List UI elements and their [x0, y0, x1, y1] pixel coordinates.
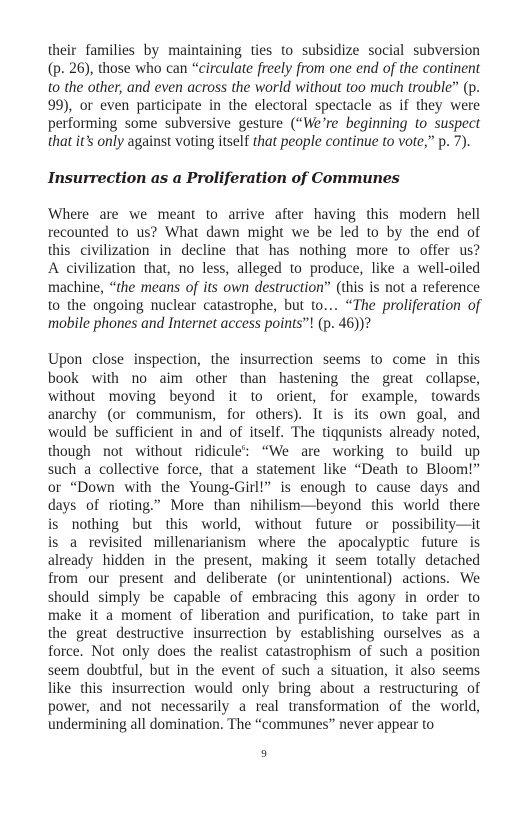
text-run: A civilization that, no less, alleged to produce, like a well-oiled [48, 260, 480, 278]
text-run: machine, “ [48, 278, 117, 296]
text-run: against voting itself [123, 133, 253, 151]
text-run: anarchy (or communism, for others). It is its own goal, and [48, 406, 480, 423]
text-line [48, 662, 480, 680]
text-line [48, 206, 480, 224]
text-line [48, 534, 480, 552]
text-line [48, 351, 480, 369]
text-line [48, 406, 480, 424]
text-line [48, 607, 480, 625]
text-line [48, 424, 480, 442]
text-run: ” (this is not a reference [323, 278, 480, 296]
text-run: : “We are working to build up [245, 442, 481, 460]
text-run: such a collective force, that a statement like “Death to Bloom!” [48, 460, 480, 478]
text-run: Upon close inspection, the insurrection seems to come in this [48, 351, 480, 369]
italic-quote: the means of its own destruction [116, 278, 324, 296]
text-run: is nothing but this world, without future or possibility—it [48, 515, 480, 533]
text-run: ”! (p. 46))? [302, 315, 372, 332]
text-run: performing some subversive gesture (“ [48, 115, 303, 132]
text-run: is a revisited millenarianism where the apocalyptic future is [48, 533, 480, 551]
text-line [48, 388, 480, 406]
text-run: without moving beyond it to orient, for example, towards [48, 387, 480, 405]
page-number: 9 [261, 748, 267, 760]
italic-quote: that people continue to vote [252, 133, 424, 151]
text-run: make it a moment of liberation and purification, to take part in [48, 606, 480, 624]
text-run: days of rioting.” More than nihilism—beyond this world there [48, 497, 480, 515]
text-line [48, 552, 480, 570]
paragraph-1 [48, 42, 480, 152]
text-line [48, 680, 480, 698]
italic-quote: We’re beginning to suspect [302, 115, 480, 132]
text-line [48, 315, 480, 333]
text-line [48, 698, 480, 716]
text-line [48, 370, 480, 388]
text-line [48, 279, 480, 297]
text-line [48, 479, 480, 497]
text-line [48, 297, 480, 315]
text-run: recounted to us? What dawn might we be led to by the end of [48, 223, 480, 241]
page-body [48, 42, 480, 735]
text-run: to the ongoing nuclear catastrophe, but to… “ [48, 296, 353, 314]
italic-quote: to the other, and even across the world without too much trouble [48, 78, 452, 96]
text-run: force. Not only does the realist catastrophism of such a position [48, 643, 480, 661]
text-line [48, 79, 480, 97]
text-run: ,” p. 7). [423, 133, 471, 151]
text-line [48, 260, 480, 278]
paragraph-3 [48, 351, 480, 734]
text-line [48, 516, 480, 534]
text-line [48, 625, 480, 643]
text-line [48, 589, 480, 607]
text-line [48, 60, 480, 78]
text-line [48, 570, 480, 588]
text-run: like this insurrection would only bring about a restructuring of [48, 679, 480, 697]
text-run: should simply be capable of embracing this agony in order to [48, 588, 480, 606]
text-line [48, 716, 480, 734]
text-run: the great destructive insurrection by establishing ourselves as a [48, 625, 480, 642]
text-run: would be sufficient in and of itself. The tiqqunists already noted, [48, 424, 480, 442]
text-run: power, and not necessarily a real transformation of the world, [48, 698, 480, 715]
text-line [48, 97, 480, 115]
italic-quote: mobile phones and Internet access points [48, 315, 303, 332]
text-run: their families by maintaining ties to subsidize social subversion [48, 42, 480, 59]
text-run: seem doubtful, but in the event of such a situation, it also seems [48, 661, 480, 679]
text-line [48, 42, 480, 60]
text-run: ” (p. [451, 78, 480, 96]
text-line [48, 224, 480, 242]
text-line [48, 443, 480, 461]
section-heading: Insurrection as a Proliferation of Communes [48, 169, 400, 187]
text-run: this civilization in decline that has nothing more to offer us? [48, 242, 480, 259]
text-run: (p. 26), those who can “ [48, 60, 199, 78]
text-line [48, 461, 480, 479]
paragraph-2 [48, 206, 480, 334]
text-line [48, 497, 480, 515]
text-line [48, 133, 480, 151]
text-run: or “Down with the Young-Girl!” is enough to cause days and [48, 479, 480, 496]
text-run: 99), or even participate in the electoral spectacle as if they were [48, 96, 480, 114]
italic-quote: that it’s only [48, 133, 124, 151]
footnote-marker: 6 [241, 443, 246, 452]
text-line [48, 643, 480, 661]
text-run: Where are we meant to arrive after having this modern hell [48, 205, 480, 223]
text-run: though not without ridicule [48, 442, 242, 460]
text-line [48, 242, 480, 260]
text-run: book with no aim other than hastening the great collapse, [48, 369, 480, 387]
text-run: already hidden in the present, making it seem totally detached [48, 552, 480, 569]
italic-quote: circulate freely from one end of the continent [198, 60, 480, 78]
text-run: undermining all domination. The “communes” never appear to [48, 716, 435, 734]
italic-quote: The proliferation of [352, 296, 480, 314]
text-line [48, 115, 480, 133]
text-run: from our present and deliberate (or unintentional) actions. We [48, 570, 480, 588]
